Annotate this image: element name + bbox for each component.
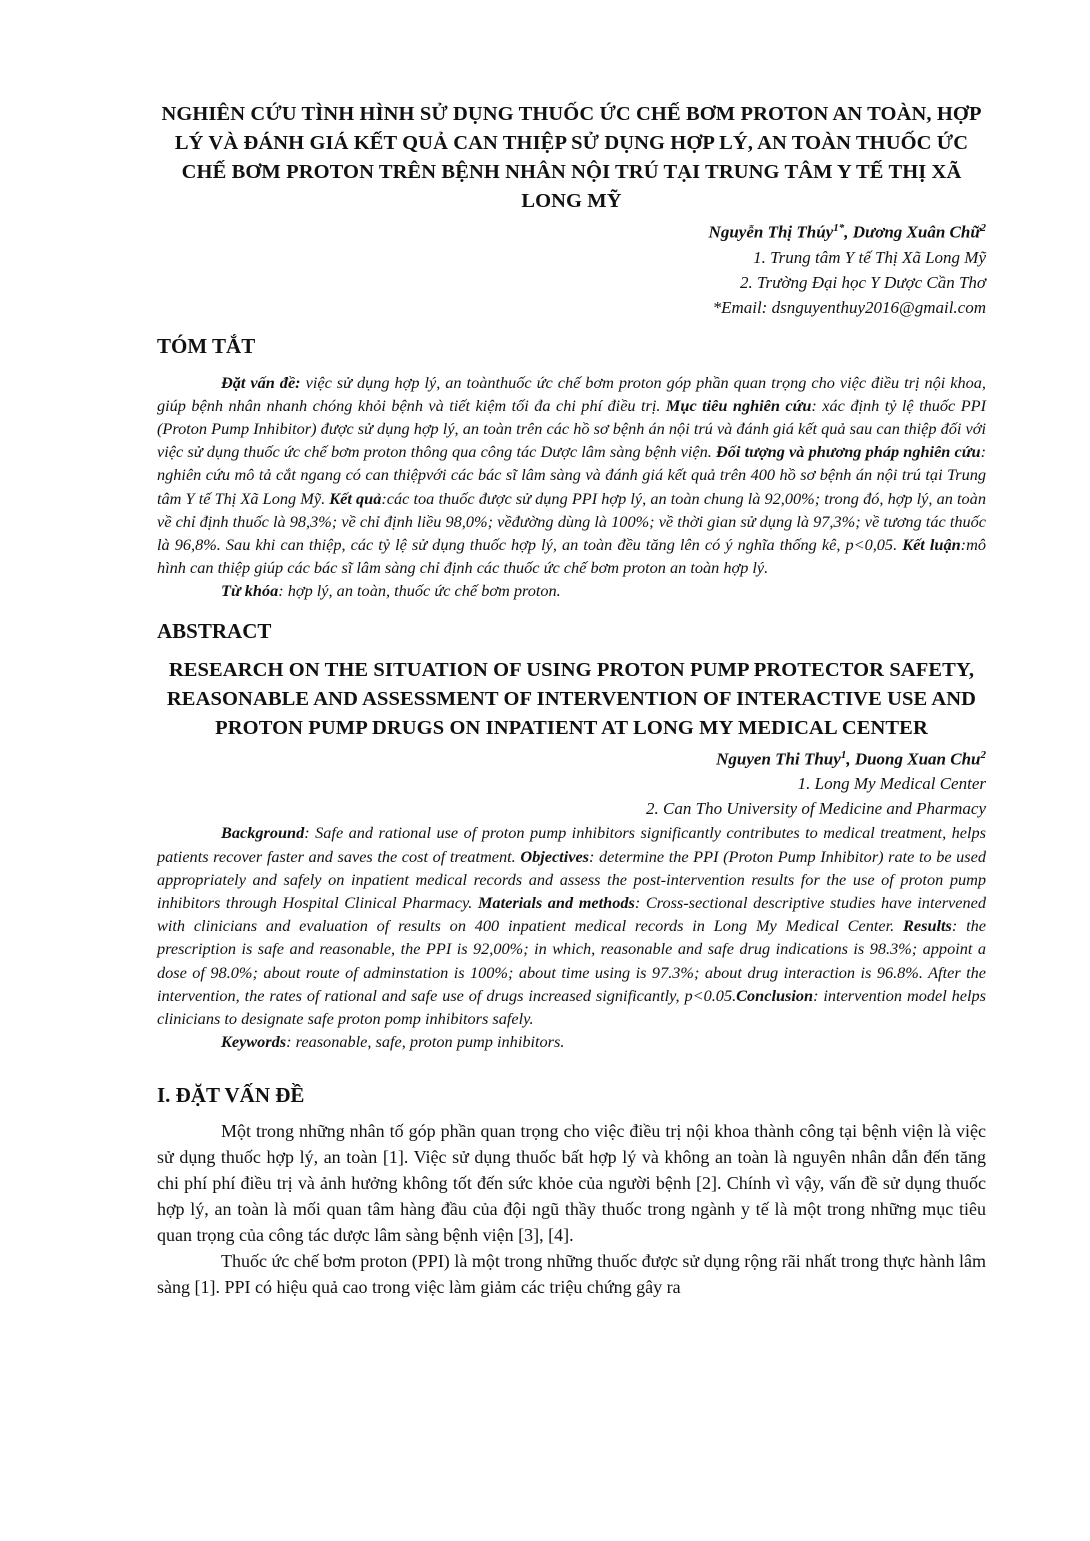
vi-bg-text: việc sử dụng hợp lý, an toànthuốc ức chế bơm proton góp phần quan trọng cho việc điều trị nội khoa, giúp bệnh nhân nhanh chóng khỏi bệnh và tiết kiệm tối đa chi phí điều trị.	[157, 372, 986, 415]
vi-author-1-sup: 1*	[833, 222, 845, 234]
en-author-sep: ,	[846, 749, 855, 769]
vi-author-2-sup: 2	[980, 222, 986, 234]
en-authors	[157, 743, 986, 772]
vi-abstract	[157, 371, 986, 580]
en-keywords	[157, 1030, 986, 1053]
en-method-label: Materials and methods	[477, 892, 635, 912]
en-author-2-sup: 2	[980, 748, 986, 761]
en-kw-label: Keywords	[221, 1032, 287, 1052]
en-affiliation-2: 2. Can Tho University of Medicine and Pharmacy	[646, 799, 986, 819]
vi-authors	[157, 216, 986, 245]
vi-author-1: Nguyễn Thị Thúy	[708, 222, 834, 242]
intro-heading: I. ĐẶT VẤN ĐỀ	[157, 1083, 305, 1108]
en-obj-text: : determine the PPI (Proton Pump Inhibitor) rate to be used appropriately and safely on inpatient medical records and assess the post-intervention results for the use of proton pump inhibitors through Hospital Clinical Pharmacy.	[157, 846, 986, 912]
vi-email: *Email: dsnguyenthuy2016@gmail.com	[712, 297, 986, 317]
paper-page	[157, 100, 986, 1300]
en-abstract	[157, 821, 986, 1030]
vi-section-title: TÓM TẮT	[157, 333, 256, 358]
vi-concl-label: Kết luận	[902, 535, 961, 555]
vi-author-sep: ,	[844, 222, 853, 242]
en-result-text: : the prescription is safe and reasonable, the PPI is 92,00%; in which, reasonable and safe drug indications is 98.3%; appoint a dose of 98.0%; about route of adminstation is 100%; about time using is 97.3%; about drug interaction is 96.8%. After the intervention, the rates of rational and safe use of drugs increased significantly, p<0.05.	[157, 916, 986, 1005]
vi-kw-label: Từ khóa	[221, 581, 279, 601]
en-obj-label: Objectives	[520, 846, 590, 866]
en-result-label: Results	[903, 916, 952, 936]
en-author-2: Duong Xuan Chu	[854, 749, 981, 769]
vi-keywords	[157, 579, 986, 602]
vi-result-label: Kết quả	[329, 488, 382, 508]
en-method-text: : Cross-sectional descriptive studies have intervened with clinicians and evaluation of results on 400 inpatient medical records in Long My Medical Center.	[157, 892, 986, 936]
vi-affiliation-1: 1. Trung tâm Y tế Thị Xã Long Mỹ	[753, 247, 986, 267]
vi-method-text: : nghiên cứu mô tả cắt ngang có can thiệpvới các bác sĩ lâm sàng và đánh giá kết quả trên 400 hồ sơ bệnh án nội trú tại Trung tâm Y tế Thị Xã Long Mỹ.	[157, 442, 986, 508]
en-author-1-sup: 1	[840, 748, 847, 761]
vi-result-text: :các toa thuốc được sử dụng PPI hợp lý, an toàn chung là 92,00%; trong đó, hợp lý, an toàn về chỉ định thuốc là 98,3%; về chỉ định liều 98,0%; vềđường dùng là 100%; về thời gian sử dụng là 97,3%; về tương tác thuốc là 96,8%. Sau khi can thiệp, các tỷ lệ sử dụng thuốc hợp lý, an toàn đều tăng lên có ý nghĩa thống kê, p<0,05.	[157, 488, 986, 555]
vi-bg-label: Đặt vấn đề:	[221, 372, 301, 392]
en-kw-text: : reasonable, safe, proton pump inhibitors.	[286, 1032, 565, 1052]
en-concl-label: Conclusion	[736, 985, 814, 1005]
vi-affiliation-2: 2. Trường Đại học Y Dược Cần Thơ	[739, 272, 986, 292]
en-affiliation-1: 1. Long My Medical Center	[797, 774, 986, 794]
vi-method-label: Đối tượng và phương pháp nghiên cứu	[716, 442, 981, 462]
intro-paragraph-1: Một trong những nhân tố góp phần quan trọng cho việc điều trị nội khoa thành công tại bệnh viện là việc sử dụng thuốc hợp lý, an toàn [1]. Việc sử dụng thuốc bất hợp lý và không an toàn là nguyên nhân dẫn đến tăng chi phí phí điều trị và ảnh hưởng không tốt đến sức khỏe của người bệnh [2]. Chính vì vậy, vấn đề sử dụng thuốc hợp lý, an toàn là mối quan tâm hàng đầu của đội ngũ thầy thuốc trong ngành y tế là một trong những mục tiêu quan trọng của công tác dược lâm sàng bệnh viện [3], [4].	[157, 1121, 986, 1246]
vi-obj-text: : xác định tỷ lệ thuốc PPI (Proton Pump Inhibitor) được sử dụng hợp lý, an toàn trên các hồ sơ bệnh án nội trú và đánh giá kết quả sau can thiệp đối với việc sử dụng thuốc ức chế bơm proton thông qua công tác Dược lâm sàng bệnh viện.	[157, 395, 987, 462]
intro-paragraph-2: Thuốc ức chế bơm proton (PPI) là một trong những thuốc được sử dụng rộng rãi nhất trong thực hành lâm sàng [1]. PPI có hiệu quả cao trong việc làm giảm các triệu chứng gây ra	[157, 1251, 986, 1298]
en-concl-text: : intervention model helps clinicians to designate safe proton pomp inhibitors safely.	[157, 985, 986, 1028]
vi-obj-label: Mục tiêu nghiên cứu	[665, 395, 812, 415]
vi-concl-text: :mô hình can thiệp giúp các bác sĩ lâm sàng chỉ định các thuốc ức chế bơm proton an toàn hợp lý.	[157, 535, 986, 578]
en-bg-text: : Safe and rational use of proton pump inhibitors significantly contributes to medical treatment, helps patients recover faster and saves the cost of treatment.	[157, 823, 986, 866]
en-title: RESEARCH ON THE SITUATION OF USING PROTON PUMP PROTECTOR SAFETY, REASONABLE AND ASSESSMENT OF INTERVENTION OF INTERACTIVE USE AND PROTON PUMP DRUGS ON INPATIENT AT LONG MY MEDICAL CENTER	[166, 658, 977, 739]
en-author-1: Nguyen Thi Thuy	[716, 749, 841, 769]
vi-author-2: Dương Xuân Chữ	[852, 222, 981, 242]
vi-kw-text: : hợp lý, an toàn, thuốc ức chế bơm proton.	[278, 581, 561, 601]
vi-title: NGHIÊN CỨU TÌNH HÌNH SỬ DỤNG THUỐC ỨC CHẾ BƠM PROTON AN TOÀN, HỢP LÝ VÀ ĐÁNH GIÁ KẾT QUẢ CAN THIỆP SỬ DỤNG HỢP LÝ, AN TOÀN THUỐC ỨC CHẾ BƠM PROTON TRÊN BỆNH NHÂN NỘI TRÚ TẠI TRUNG TÂM Y TẾ THỊ XÃ LONG MỸ	[161, 103, 982, 212]
en-bg-label: Background	[221, 823, 305, 843]
en-section-title: ABSTRACT	[157, 618, 272, 643]
